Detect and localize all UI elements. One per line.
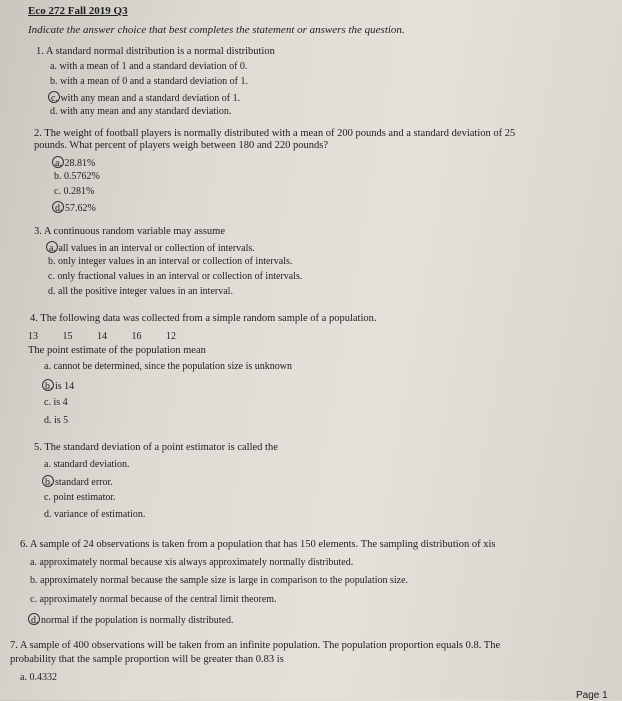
answer-circle-mark — [42, 379, 54, 391]
q4-option-a: a. cannot be determined, since the population size is unknown — [44, 361, 292, 372]
answer-circle-mark — [52, 201, 64, 213]
q4-option-b — [44, 379, 74, 392]
q5-option-a: a. standard deviation. — [44, 459, 130, 470]
answer-circle-mark — [42, 475, 54, 487]
q3-option-a — [48, 241, 255, 254]
q3-option-b: b. only integer values in an interval or collection of intervals. — [48, 256, 293, 267]
q1-option-c — [50, 91, 240, 104]
document-title: Eco 272 Fall 2019 Q3 — [28, 5, 128, 17]
instructions: Indicate the answer choice that best completes the statement or answers the question. — [28, 24, 405, 36]
question-4-stem: 4. The following data was collected from a simple random sample of a population. — [30, 313, 377, 324]
page-number: Page 1 — [576, 690, 608, 701]
question-7-stem-line2: probability that the sample proportion will be greater than 0.83 is — [10, 654, 284, 665]
q1-option-a: a. with a mean of 1 and a standard deviation of 0. — [50, 61, 248, 72]
q4-option-b-text: b. is 14 — [45, 381, 75, 392]
answer-circle-mark — [48, 91, 60, 103]
q2-option-b: b. 0.5762% — [54, 171, 100, 182]
question-5-stem: 5. The standard deviation of a point estimator is called the — [34, 442, 278, 453]
q1-option-d: d. with any mean and any standard deviation. — [50, 106, 232, 117]
question-7-stem-line1: 7. A sample of 400 observations will be taken from an infinite population. The population proportion equals 0.8. The — [10, 640, 501, 651]
q2-option-a-text: a. 28.81% — [55, 158, 96, 169]
question-6-stem: 6. A sample of 24 observations is taken from a population that has 150 elements. The sampling distribution of xis — [20, 539, 496, 550]
q1-option-c-text: c. with any mean and a standard deviation of 1. — [51, 93, 241, 104]
q3-option-d: d. all the positive integer values in an interval. — [48, 286, 233, 297]
q3-option-a-text: a. all values in an interval or collection of intervals. — [49, 243, 255, 254]
q2-option-d — [54, 201, 96, 214]
answer-circle-mark — [28, 613, 40, 625]
q6-option-b: b. approximately normal because the sample size is large in comparison to the population size. — [30, 575, 409, 586]
q6-option-a: a. approximately normal because xis always approximately normally distributed. — [30, 557, 354, 568]
q4-option-d: d. is 5 — [44, 415, 69, 426]
q3-option-c: c. only fractional values in an interval or collection of intervals. — [48, 271, 303, 282]
question-4-stem2: The point estimate of the population mean — [28, 345, 206, 356]
q5-option-b — [44, 475, 113, 488]
q7-option-a: a. 0.4332 — [20, 672, 57, 683]
q4-data-values — [28, 331, 198, 342]
q5-option-c: c. point estimator. — [44, 492, 116, 503]
q2-option-a — [54, 156, 95, 169]
question-1-stem: 1. A standard normal distribution is a normal distribution — [36, 46, 275, 57]
question-3-stem: 3. A continuous random variable may assume — [34, 226, 226, 237]
q4-option-c: c. is 4 — [44, 397, 68, 408]
q6-option-c: c. approximately normal because of the central limit theorem. — [30, 594, 277, 605]
question-2-stem-line2: pounds. What percent of players weigh between 180 and 220 pounds? — [34, 140, 329, 151]
q6-option-d-text: d. normal if the population is normally distributed. — [31, 615, 234, 626]
q2-option-c: c. 0.281% — [54, 186, 95, 197]
data-value: 14 — [97, 331, 107, 342]
data-value: 12 — [166, 331, 176, 342]
q5-option-b-text: b. standard error. — [45, 477, 113, 488]
q6-option-d — [30, 613, 233, 626]
answer-circle-mark — [52, 156, 64, 168]
q2-option-d-text: d. 57.62% — [55, 203, 96, 214]
q1-option-b: b. with a mean of 0 and a standard deviation of 1. — [50, 76, 248, 87]
answer-circle-mark — [46, 241, 58, 253]
data-value: 15 — [62, 331, 73, 342]
data-value: 13 — [28, 331, 38, 342]
q5-option-d: d. variance of estimation. — [44, 509, 146, 520]
data-value: 16 — [131, 331, 142, 342]
question-2-stem-line1: 2. The weight of football players is normally distributed with a mean of 200 pounds and a standard deviation of 25 — [34, 128, 516, 139]
